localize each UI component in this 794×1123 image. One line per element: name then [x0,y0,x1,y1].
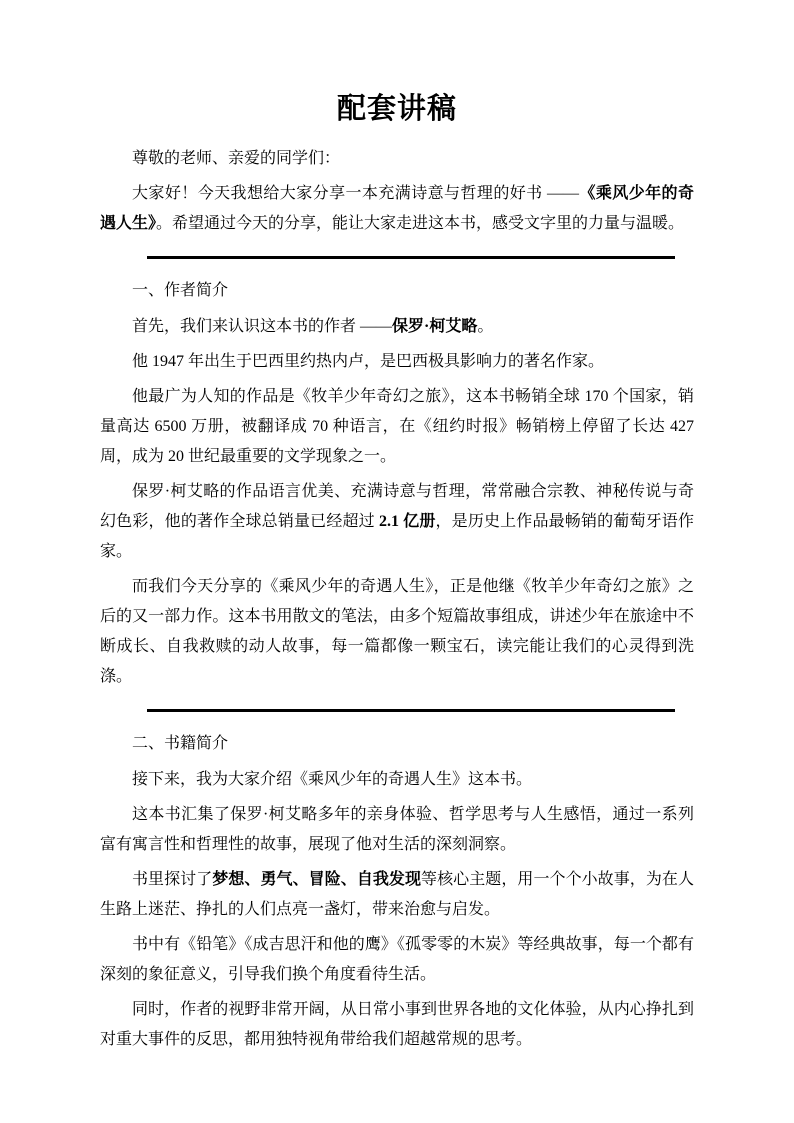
section-heading: 二、书籍简介 [132,735,229,752]
paragraph [100,477,694,567]
text-run: 书中有《铅笔》《成吉思汗和他的鹰》《孤零零的木炭》等经典故事，每一个都有深刻的象征意义，引导我们换个角度看待生活。 [100,936,694,983]
text-run: 同时，作者的视野非常开阔，从日常小事到世界各地的文化体验，从内心挣扎到对重大事件的反思，都用独特视角带给我们超越常规的思考。 [100,1001,694,1048]
paragraph [100,347,694,377]
text-run: 。希望通过今天的分享，能让大家走进这本书，感受文字里的力量与温暖。 [156,215,685,232]
paragraph [100,382,694,472]
text-run: 他 1947 年出生于巴西里约热内卢，是巴西极具影响力的著名作家。 [132,353,605,370]
text-run: 大家好！今天我想给大家分享一本充满诗意与哲理的好书 —— [132,185,580,202]
text-run: ，是历史上作品最畅销的葡萄牙语作家。 [100,513,694,560]
text-run: 这本书汇集了保罗·柯艾略多年的亲身体验、哲学思考与人生感悟，通过一系列富有寓言性和哲理性的故事，展现了他对生活的深刻洞察。 [100,806,694,853]
text-run: 首先，我们来认识这本书的作者 —— [132,318,393,335]
text-run: 尊敬的老师、亲爱的同学们： [132,150,341,167]
paragraph [100,144,694,174]
paragraph [100,865,694,925]
paragraph [100,765,694,795]
text-run: 。 [477,318,494,335]
text-run: 等核心主题，用一个个小故事，为在人生路上迷茫、挣扎的人们点亮一盏灯，带来治愈与启发。 [100,871,694,918]
text-run: 书里探讨了 [132,871,213,888]
bold-text-run: 2.1 亿册 [378,513,436,530]
bold-text-run: 《乘风少年的奇遇人生》 [100,185,694,232]
text-run: 他最广为人知的作品是《牧羊少年奇幻之旅》，这本书畅销全球 170 个国家，销量高达 6500 万册，被翻译成 70 种语言，在《纽约时报》畅销榜上停留了长达 427 周，成为 20 世纪最重要的文学现象之一。 [100,388,694,465]
text-run: 接下来，我为大家介绍《乘风少年的奇遇人生》这本书。 [132,771,533,788]
section-divider [147,709,675,712]
paragraph [100,572,694,692]
paragraph [100,800,694,860]
section-heading: 一、作者简介 [132,282,229,299]
paragraph [100,312,694,342]
section-divider [147,256,675,259]
text-run: 而我们今天分享的《乘风少年的奇遇人生》，正是他继《牧羊少年奇幻之旅》之后的又一部力作。这本书用散文的笔法，由多个短篇故事组成，讲述少年在旅途中不断成长、自我救赎的动人故事，每一篇都像一颗宝石，读完能让我们的心灵得到洗涤。 [100,578,694,685]
bold-text-run: 梦想、勇气、冒险、自我发现 [212,871,422,888]
paragraph [100,930,694,990]
text-run: 保罗·柯艾略的作品语言优美、充满诗意与哲理，常常融合宗教、神秘传说与奇幻色彩，他的著作全球总销量已经超过 [100,483,694,530]
paragraph [100,179,694,239]
bold-text-run: 保罗·柯艾略 [392,318,478,335]
paragraph [100,995,694,1055]
document-body [100,144,694,1055]
document-title: 配套讲稿 [336,93,457,125]
